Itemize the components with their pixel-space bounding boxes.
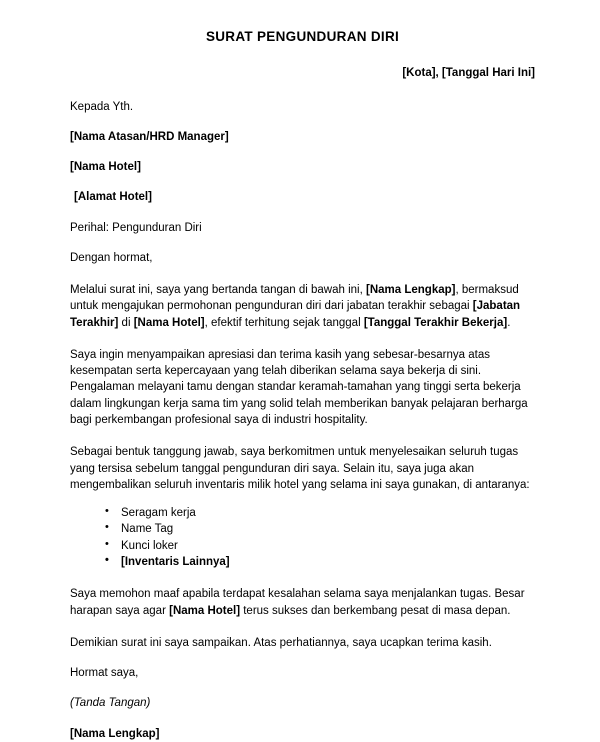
signature-placeholder: (Tanda Tangan): [70, 697, 151, 710]
body-paragraph-5: Demikian surat ini saya sampaikan. Atas perhatiannya, saya ucapkan terima kasih.: [70, 636, 492, 649]
body-paragraph-3: Sebagai bentuk tanggung jawab, saya berkomitmen untuk menyelesaikan seluruh tugas yang tersisa sebelum tanggal pengunduran diri saya. Selain itu, saya juga akan mengembalikan seluruh inventaris milik hotel yang selama ini saya gunakan, di antaranya:: [70, 446, 530, 492]
recipient-line-hotel-name: [Nama Hotel]: [70, 161, 141, 174]
body-paragraph-1: [70, 282, 535, 331]
paragraph-4-text-1: Saya memohon maaf apabila terdapat kesalahan selama saya menjalankan tugas. Besar harapan saya agar: [70, 588, 525, 617]
body-paragraph-4: [70, 586, 535, 619]
closing-line: Hormat saya,: [70, 667, 139, 680]
salutation: Dengan hormat,: [70, 251, 153, 264]
recipient-intro: Kepada Yth.: [70, 100, 134, 113]
subject-line: Perihal: Pengunduran Diri: [70, 221, 202, 234]
list-item: • Seragam kerja: [105, 505, 535, 521]
paragraph-1-text-3: di: [118, 316, 134, 329]
date-line: [Kota], [Tanggal Hari Ini]: [402, 66, 535, 79]
list-item: • [Inventaris Lainnya]: [105, 554, 535, 570]
paragraph-1-text-4: , efektif terhitung sejak tanggal: [204, 316, 364, 329]
list-item: • Kunci loker: [105, 538, 535, 554]
page-title: SURAT PENGUNDURAN DIRI: [205, 29, 400, 44]
paragraph-4-text-2: terus sukses dan berkembang pesat di masa depan.: [240, 604, 511, 617]
placeholder-nama-hotel: [Nama Hotel]: [133, 316, 205, 329]
placeholder-nama-lengkap: [Nama Lengkap]: [366, 283, 456, 296]
list-item: • Name Tag: [105, 521, 535, 537]
paragraph-1-text-1: Melalui surat ini, saya yang bertanda tangan di bawah ini,: [70, 283, 366, 296]
recipient-line-manager: [Nama Atasan/HRD Manager]: [70, 130, 229, 143]
placeholder-jabatan-terakhir: [Jabatan Terakhir]: [70, 300, 521, 329]
placeholder-tanggal-terakhir-bekerja: [Tanggal Terakhir Bekerja]: [363, 316, 508, 329]
recipient-line-hotel-address: [Alamat Hotel]: [74, 191, 152, 204]
paragraph-1-text-2: , bermaksud untuk mengajukan permohonan pengunduran diri dari jabatan terakhir sebagai: [70, 283, 519, 313]
body-paragraph-2: Saya ingin menyampaikan apresiasi dan terima kasih yang sebesar-besarnya atas kesempatan serta kepercayaan yang telah diberikan selama saya bekerja di sini. Pengalaman melayani tamu dengan standar keramah-tamahan yang tinggi serta bekerja dalam lingkungan kerja sama tim yang solid telah memberikan banyak pelajaran berharga bagi perkembangan profesional saya di industri hospitality.: [70, 348, 528, 427]
paragraph-1-text-5: .: [507, 316, 511, 329]
inventory-list: [70, 505, 535, 570]
signer-name: [Nama Lengkap]: [70, 727, 160, 740]
placeholder-nama-hotel-closing: [Nama Hotel]: [169, 604, 241, 617]
